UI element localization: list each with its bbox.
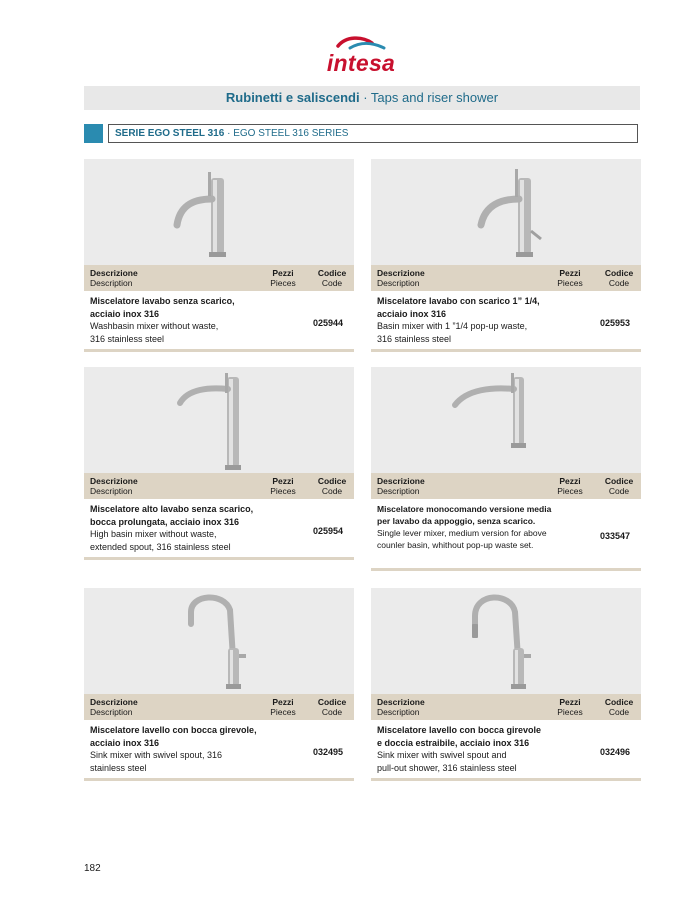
header-desc-it: Descrizione bbox=[377, 476, 425, 486]
medium-basin-mixer-icon bbox=[371, 367, 641, 473]
name-it-line2: per lavabo da appoggio, senza scarico. bbox=[377, 516, 536, 526]
header-pieces-it: Pezzi bbox=[272, 697, 294, 707]
header-desc-en: Description bbox=[90, 486, 133, 496]
header-code-it: Codice bbox=[317, 697, 347, 707]
name-it-line1: Miscelatore lavello con bocca girevole, bbox=[90, 725, 257, 735]
name-en-line1: High basin mixer without waste, bbox=[90, 529, 217, 539]
name-en-line2: stainless steel bbox=[90, 762, 147, 773]
product-description bbox=[90, 503, 305, 553]
header-desc-en: Description bbox=[377, 486, 420, 496]
page-title bbox=[84, 86, 640, 110]
name-it-line1: Miscelatore lavello con bocca girevole bbox=[377, 725, 542, 735]
header-code-en: Code bbox=[608, 707, 630, 717]
header-desc-it: Descrizione bbox=[90, 476, 138, 486]
header-pieces-en: Pieces bbox=[557, 707, 583, 717]
name-it-line1: Miscelatore alto lavabo senza scarico, bbox=[90, 504, 254, 514]
name-en-line1: Washbasin mixer without waste, bbox=[90, 321, 219, 331]
header-pieces-en: Pieces bbox=[270, 278, 296, 288]
header-code-en: Code bbox=[321, 707, 343, 717]
table-header bbox=[371, 473, 641, 499]
page-number: 182 bbox=[84, 863, 101, 874]
product-code: 025953 bbox=[599, 318, 631, 328]
header-pieces-en: Pieces bbox=[557, 486, 583, 496]
product-code: 025944 bbox=[312, 318, 344, 328]
header-code-it: Codice bbox=[604, 697, 634, 707]
header-desc-en: Description bbox=[377, 707, 420, 717]
name-en-line2: pull-out shower, 316 stainless steel bbox=[377, 762, 517, 773]
table-header bbox=[371, 694, 641, 720]
header-code-it: Codice bbox=[317, 476, 347, 486]
header-desc-it: Descrizione bbox=[377, 697, 425, 707]
header-pieces-en: Pieces bbox=[270, 486, 296, 496]
table-header bbox=[84, 694, 354, 720]
header-code-it: Codice bbox=[317, 268, 347, 278]
header-pieces-en: Pieces bbox=[270, 707, 296, 717]
header-desc-en: Description bbox=[90, 278, 133, 288]
name-en-line1: Sink mixer with swivel spout, 316 bbox=[90, 750, 223, 760]
title-separator: · bbox=[359, 90, 371, 105]
row-divider bbox=[84, 778, 354, 781]
header-desc-en: Description bbox=[90, 707, 133, 717]
header-desc-it: Descrizione bbox=[90, 697, 138, 707]
product-description bbox=[90, 295, 305, 345]
row-divider bbox=[84, 557, 354, 560]
header-desc-it: Descrizione bbox=[90, 268, 138, 278]
header-pieces-it: Pezzi bbox=[272, 476, 294, 486]
name-it-line1: Miscelatore lavabo senza scarico, bbox=[90, 296, 235, 306]
header-pieces-it: Pezzi bbox=[272, 268, 294, 278]
intesa-logo bbox=[318, 34, 404, 80]
product-photo bbox=[371, 367, 641, 473]
title-italian: Rubinetti e saliscendi bbox=[225, 90, 360, 105]
table-header bbox=[84, 265, 354, 291]
product-photo bbox=[371, 588, 641, 694]
name-en-line1: Single lever mixer, medium version for above bbox=[377, 528, 547, 538]
product-description bbox=[377, 724, 592, 774]
name-en-line2: extended spout, 316 stainless steel bbox=[90, 541, 231, 552]
high-basin-mixer-icon bbox=[84, 367, 354, 473]
row-divider bbox=[84, 349, 354, 352]
name-en-line2: 316 stainless steel bbox=[377, 333, 452, 344]
name-en-line2: 316 stainless steel bbox=[90, 333, 165, 344]
basin-mixer-popup-icon bbox=[371, 159, 641, 265]
name-en-line1: Sink mixer with swivel spout and bbox=[377, 750, 507, 760]
header-code-en: Code bbox=[608, 486, 630, 496]
product-description bbox=[377, 295, 592, 345]
series-separator: · bbox=[224, 128, 234, 139]
series-heading bbox=[108, 124, 638, 143]
title-english: Taps and riser shower bbox=[370, 90, 499, 105]
header-pieces-it: Pezzi bbox=[559, 268, 581, 278]
row-divider bbox=[371, 568, 641, 571]
sink-mixer-icon bbox=[84, 588, 354, 694]
product-photo bbox=[371, 159, 641, 265]
basin-mixer-icon bbox=[84, 159, 354, 265]
name-it-line2: acciaio inox 316 bbox=[377, 308, 447, 319]
logo-wordmark: intesa bbox=[326, 50, 396, 76]
product-code: 032496 bbox=[599, 747, 631, 757]
product-description bbox=[90, 724, 305, 774]
header-desc-en: Description bbox=[377, 278, 420, 288]
header-pieces-it: Pezzi bbox=[559, 476, 581, 486]
name-it-line2: bocca prolungata, acciaio inox 316 bbox=[90, 516, 240, 527]
row-divider bbox=[371, 349, 641, 352]
product-photo bbox=[84, 159, 354, 265]
row-divider bbox=[371, 778, 641, 781]
name-en-line2: counler basin, whithout pop-up waste set. bbox=[377, 540, 534, 550]
series-english: EGO STEEL 316 SERIES bbox=[233, 128, 349, 139]
name-it-line2: acciaio inox 316 bbox=[90, 737, 160, 748]
series-italian: SERIE EGO STEEL 316 bbox=[115, 128, 225, 139]
name-it-line2: acciaio inox 316 bbox=[90, 308, 160, 319]
name-en-line1: Basin mixer with 1 ”1/4 pop-up waste, bbox=[377, 321, 528, 331]
table-header bbox=[371, 265, 641, 291]
product-photo bbox=[84, 588, 354, 694]
name-it-line1: Miscelatore monocomando versione media bbox=[377, 504, 552, 514]
header-code-it: Codice bbox=[604, 268, 634, 278]
product-photo bbox=[84, 367, 354, 473]
name-it-line1: Miscelatore lavabo con scarico 1” 1/4, bbox=[377, 296, 540, 306]
table-header bbox=[84, 473, 354, 499]
header-code-en: Code bbox=[321, 278, 343, 288]
product-code: 033547 bbox=[599, 531, 631, 541]
header-code-it: Codice bbox=[604, 476, 634, 486]
header-desc-it: Descrizione bbox=[377, 268, 425, 278]
product-code: 032495 bbox=[312, 747, 344, 757]
sink-mixer-shower-icon bbox=[371, 588, 641, 694]
header-code-en: Code bbox=[608, 278, 630, 288]
product-description bbox=[377, 503, 592, 551]
header-code-en: Code bbox=[321, 486, 343, 496]
product-code: 025954 bbox=[312, 526, 344, 536]
header-pieces-it: Pezzi bbox=[559, 697, 581, 707]
series-marker bbox=[84, 124, 103, 143]
header-pieces-en: Pieces bbox=[557, 278, 583, 288]
name-it-line2: e doccia estraibile, acciaio inox 316 bbox=[377, 737, 530, 748]
